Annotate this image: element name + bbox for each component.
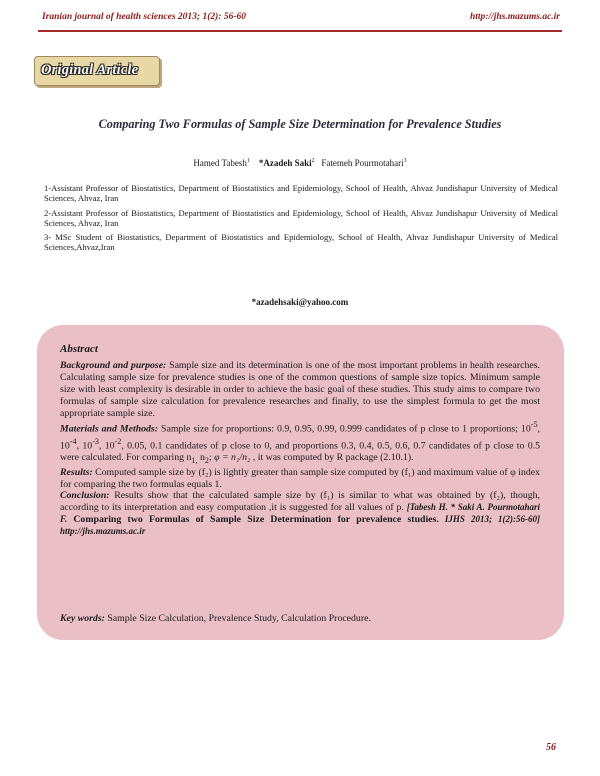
affiliation-1: 1-Assistant Professor of Biostatistics, Department of Biostatistics and Epidemiology, School of Health, Ahvaz Jundishapur University of Medical Sciences, Ahvaz, Iran: [44, 183, 558, 204]
citation-tail: IJHS 2013; 1(2):56-60] http://jhs.mazums.ac.ir: [60, 514, 540, 537]
methods-text-3: ;: [208, 451, 215, 463]
methods-exp-2: -4: [69, 436, 77, 446]
citation-title: Comparing two Formulas of Sample Size Determination for prevalence studies.: [67, 514, 439, 526]
methods-exp-3: -3: [92, 436, 99, 446]
abstract-conclusion: [60, 490, 540, 538]
methods-text-2: , 0.05, 0.1 candidates of p close to 0, and proportions 0.3, 0.4, 0.5, 0.6, 0.7 candidates of p close to 0.5 were calculated. For comparing n: [60, 439, 540, 463]
author-1: Hamed Tabesh: [193, 158, 247, 168]
results-text: Computed sample size by (f₂) is lightly greater than sample size computed by (f₁) and maximum value of φ index for comparing the two formulas equals 1.: [60, 466, 540, 490]
phi-formula: φ = n₁/n₂: [214, 451, 251, 463]
keywords-label: Key words:: [60, 613, 105, 624]
methods-sep-2: , 10: [76, 439, 93, 451]
background-text: Sample size and its determination is one of the most important problems in health researches. Calculating sample size for prevalence studies is one of the common questions of sample size topics. Minimum sample size with least complexity is desirable in order to achieve the basic goal of these studies. This study aims to compare two formulas of sample size calculation for prevalence researches and finally, to use the simplest formula to get the most appropriate sample size.: [60, 359, 541, 419]
journal-url[interactable]: http://jhs.mazums.ac.ir: [469, 12, 560, 22]
abstract-methods: [60, 419, 540, 466]
author-list: [0, 158, 600, 168]
conclusion-text: Results show that the calculated sample size by (f₁) is similar to what was obtained by (f₂), though, according to its interpretation and easy computation ,it is suggested for all values of p.: [60, 490, 540, 514]
results-label: Results:: [60, 466, 93, 478]
background-label: Background and purpose:: [60, 359, 167, 371]
citation-authors: [Tabesh H. * Saki A. Pourmotahari F.: [60, 502, 540, 525]
author-2-sup: 2: [311, 158, 315, 164]
corresponding-email[interactable]: *azadehsaki@yahoo.com: [251, 297, 349, 307]
author-1-sup: 1: [246, 158, 250, 164]
abstract-content: [60, 344, 540, 538]
methods-exp-4: -2: [114, 436, 122, 446]
affiliation-3: 3- MSc Student of Biostatistics, Department of Biostatistics and Epidemiology, School of Health, Ahvaz Jundishapur University of Medical Sciences,Ahvaz,Iran: [44, 232, 558, 253]
methods-sub-1: 1,: [191, 455, 198, 465]
keywords-text: Sample Size Calculation, Prevalence Study, Calculation Procedure.: [104, 613, 371, 624]
paper-title: Comparing Two Formulas of Sample Size Determination for Prevalence Studies: [98, 117, 502, 131]
methods-exp-1: -5: [530, 420, 538, 430]
methods-sep-5: n: [197, 451, 205, 463]
author-3-sup: 3: [403, 158, 407, 164]
running-header: [42, 12, 560, 26]
article-type-badge: [34, 56, 160, 86]
methods-sep-3: , 10: [98, 439, 115, 451]
article-type-label: Original Article: [41, 62, 139, 78]
keywords: [60, 613, 540, 624]
conclusion-label: Conclusion:: [60, 490, 110, 502]
methods-text-4: , it was computed by R package (2.10.1).: [250, 451, 414, 463]
methods-sep-1: , 10: [60, 423, 540, 451]
header-rule: [38, 30, 562, 32]
affiliation-2: 2-Assistant Professor of Biostatistics, Department of Biostatistics and Epidemiology, School of Health, Ahvaz Jundishapur University of Medical Sciences, Ahvaz, Iran: [44, 208, 558, 229]
methods-text-1: Sample size for proportions: 0.9, 0.95, 0.99, 0.999 candidates of p close to 1 proportions; 10: [158, 423, 531, 435]
methods-sub-2: 2: [204, 455, 209, 465]
page-number: 56: [546, 742, 556, 753]
abstract-results: [60, 467, 540, 491]
abstract-background: [60, 360, 540, 420]
abstract-heading: Abstract: [60, 343, 98, 355]
author-3: Fatemeh Pourmotahari: [321, 158, 404, 168]
author-2: *Azadeh Saki: [258, 158, 312, 168]
journal-citation: Iranian journal of health sciences 2013; 1(2): 56-60: [42, 12, 246, 22]
methods-label: Materials and Methods:: [60, 423, 159, 435]
